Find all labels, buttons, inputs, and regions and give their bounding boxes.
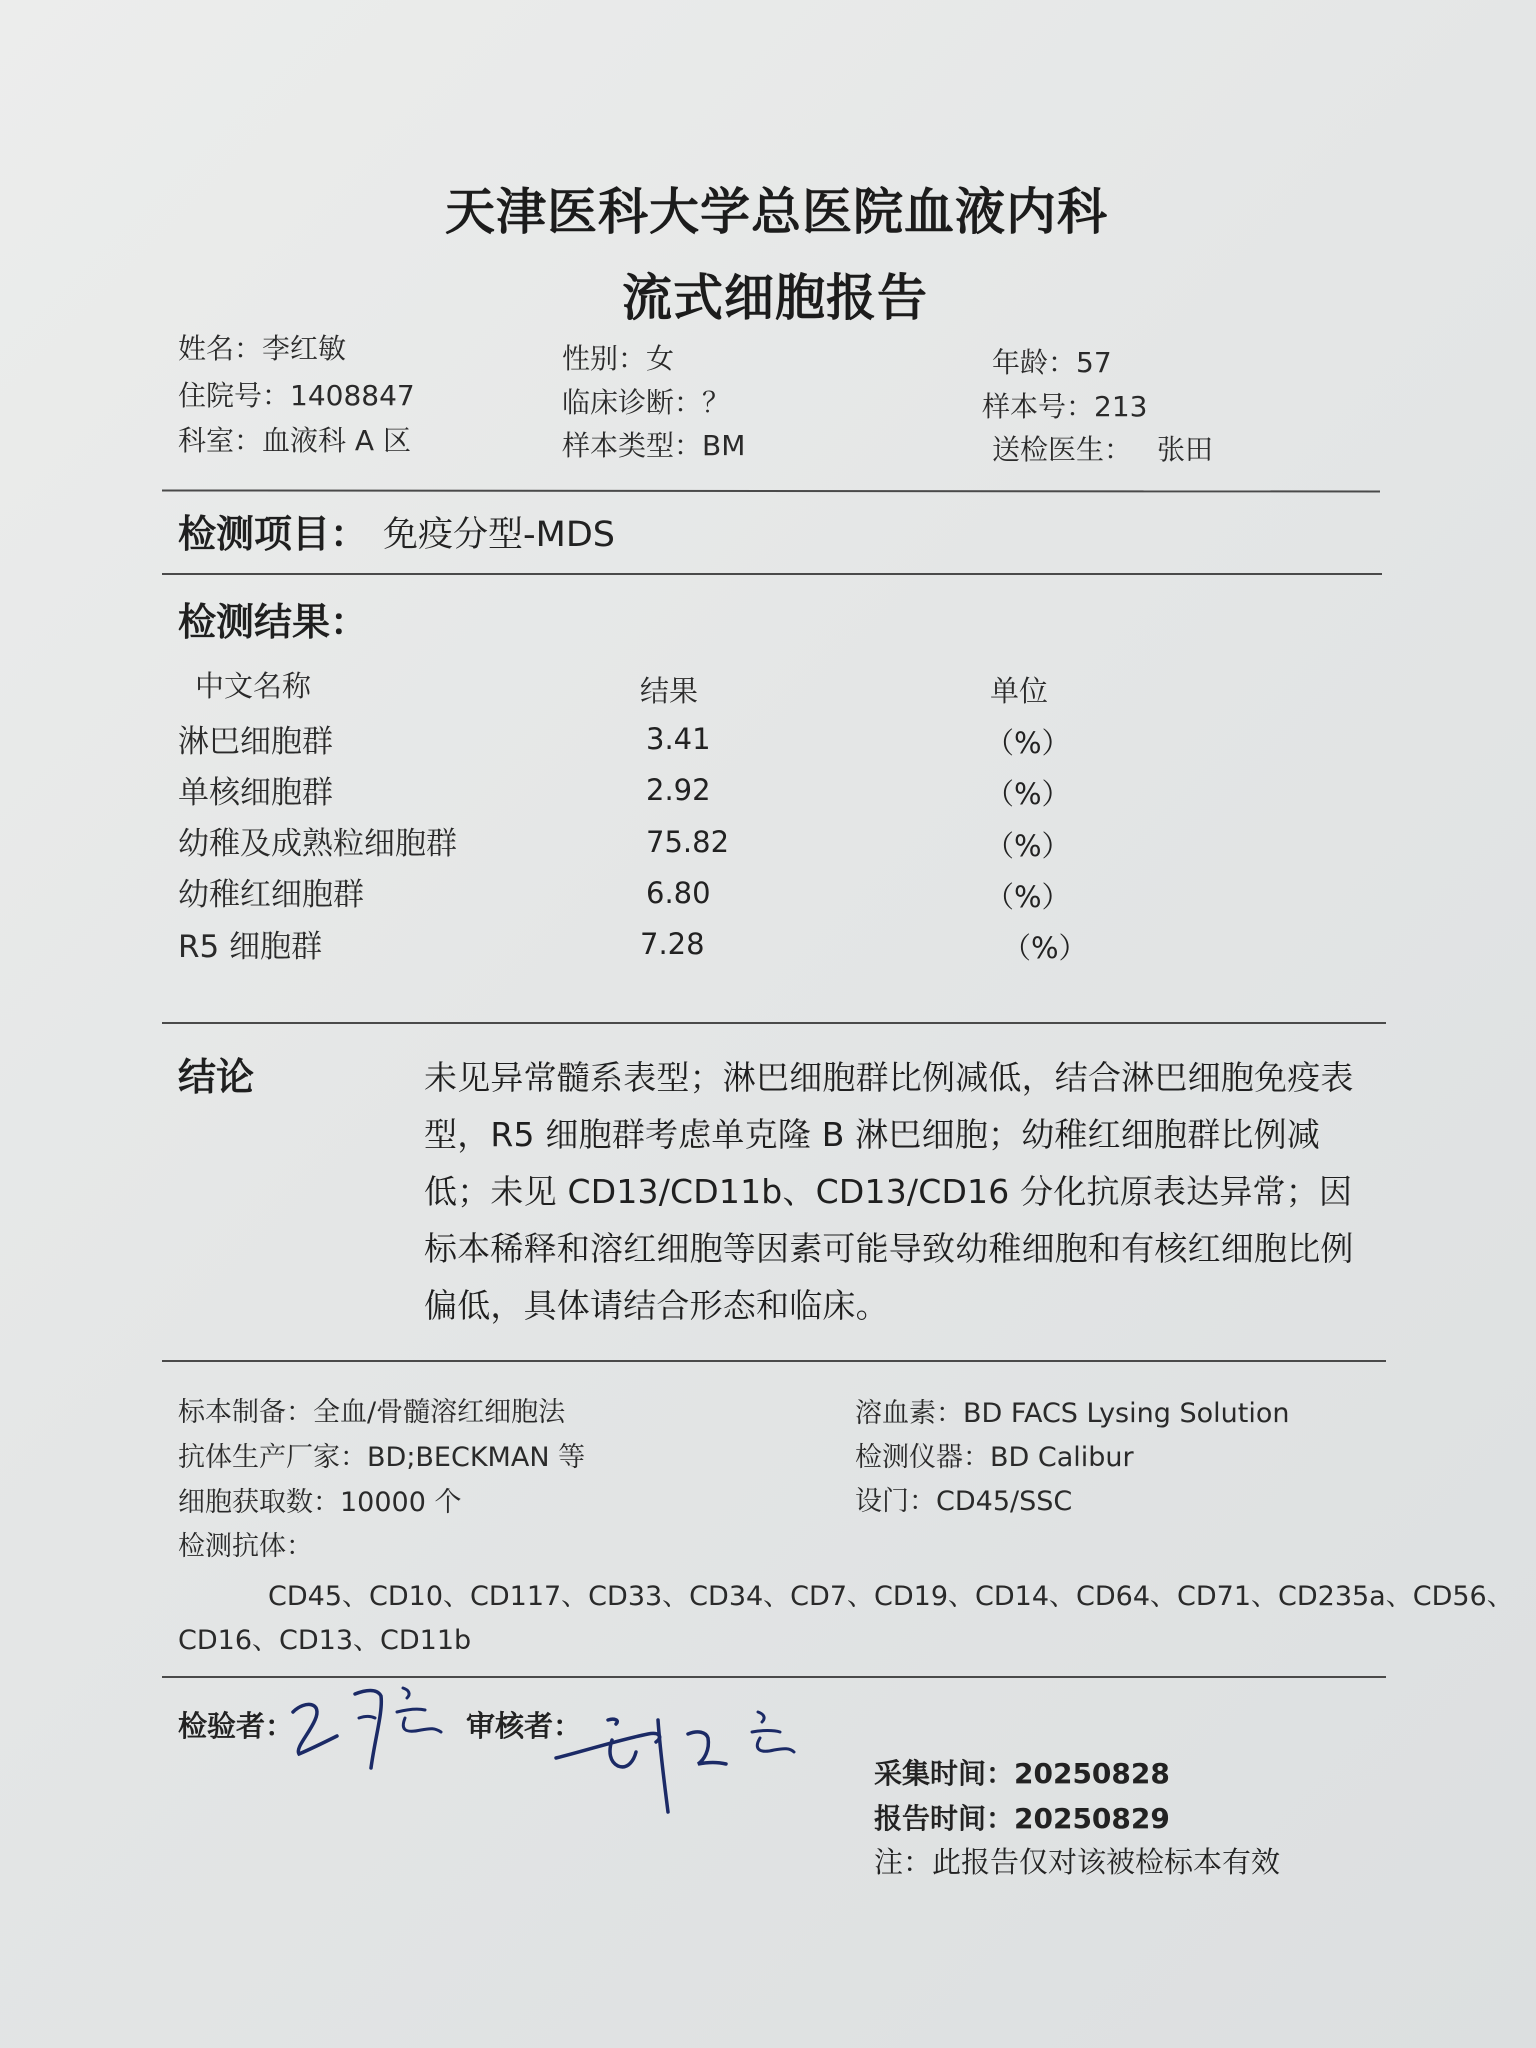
test-item-value: 免疫分型-MDS xyxy=(383,515,615,555)
result-value: 75.82 xyxy=(646,825,730,859)
column-header-result: 结果 xyxy=(640,674,699,708)
divider xyxy=(162,573,1382,575)
result-value: 3.41 xyxy=(646,722,711,756)
result-name: 幼稚及成熟粒细胞群 xyxy=(178,826,457,862)
column-header-name: 中文名称 xyxy=(195,669,312,703)
result-unit: （%） xyxy=(985,880,1071,914)
patient-name: 姓名：李红敏 xyxy=(178,332,347,365)
result-value: 2.92 xyxy=(646,773,711,807)
cell-count: 细胞获取数：10000 个 xyxy=(178,1487,462,1518)
gating: 设门：CD45/SSC xyxy=(855,1486,1073,1517)
sample-type: 样本类型：BM xyxy=(562,429,746,462)
patient-age: 年龄：57 xyxy=(992,346,1112,379)
hospital-title: 天津医科大学总医院血液内科 xyxy=(445,182,1108,241)
test-item-label: 检测项目： xyxy=(178,512,369,556)
antibody-list: CD45、CD10、CD117、CD33、CD34、CD7、CD19、CD14、CD64、CD71、CD235a、CD56、 xyxy=(268,1581,1514,1612)
collection-time: 采集时间：20250828 xyxy=(874,1757,1170,1790)
antibody-list-cont: CD16、CD13、CD11b xyxy=(178,1625,472,1656)
inspector-label: 检验者： xyxy=(178,1709,295,1743)
validity-note: 注：此报告仅对该被检标本有效 xyxy=(874,1845,1281,1879)
specimen-preparation: 标本制备：全血/骨髓溶红细胞法 xyxy=(178,1397,566,1428)
result-name: R5 细胞群 xyxy=(178,929,323,965)
report-time: 报告时间：20250829 xyxy=(874,1802,1170,1835)
reviewer-signature xyxy=(548,1690,808,1820)
result-unit: （%） xyxy=(985,829,1071,863)
lysing-reagent: 溶血素：BD FACS Lysing Solution xyxy=(855,1398,1290,1429)
column-header-unit: 单位 xyxy=(990,674,1049,708)
clinical-diagnosis: 临床诊断：？ xyxy=(562,386,731,419)
result-name: 单核细胞群 xyxy=(178,775,333,811)
result-unit: （%） xyxy=(985,726,1071,760)
patient-gender: 性别：女 xyxy=(562,342,675,375)
sample-number: 样本号：213 xyxy=(982,390,1148,423)
divider xyxy=(162,1360,1386,1362)
doctor-name: 张田 xyxy=(1157,433,1214,466)
reviewer-label: 审核者： xyxy=(466,1709,583,1743)
doctor-label: 送检医生： xyxy=(992,433,1133,466)
report-title: 流式细胞报告 xyxy=(622,268,928,327)
result-unit: （%） xyxy=(1002,931,1088,965)
result-unit: （%） xyxy=(985,777,1071,811)
conclusion-text: 未见异常髓系表型；淋巴细胞群比例减低，结合淋巴细胞免疫表型，R5 细胞群考虑单克隆 B 淋巴细胞；幼稚红细胞群比例减低；未见 CD13/CD11b、CD13/CD16 分化抗原表达异常；因标本稀释和溶红细胞等因素可能导致幼稚细胞和有核红细胞比例偏低，具体请结合形态和临床。 xyxy=(424,1058,1354,1325)
divider xyxy=(162,489,1380,492)
inspector-signature xyxy=(285,1672,455,1782)
antibody-manufacturer: 抗体生产厂家：BD;BECKMAN 等 xyxy=(178,1442,586,1473)
antibody-label: 检测抗体： xyxy=(178,1531,313,1562)
result-name: 幼稚红细胞群 xyxy=(178,877,364,913)
result-name: 淋巴细胞群 xyxy=(178,724,333,760)
divider xyxy=(162,1022,1386,1024)
department: 科室：血液科 A 区 xyxy=(178,424,411,457)
test-instrument: 检测仪器：BD Calibur xyxy=(855,1442,1134,1473)
admission-number: 住院号：1408847 xyxy=(178,379,415,412)
result-value: 7.28 xyxy=(640,927,705,961)
results-title: 检测结果： xyxy=(178,600,369,644)
conclusion-label: 结论 xyxy=(178,1055,255,1099)
result-value: 6.80 xyxy=(646,876,711,910)
